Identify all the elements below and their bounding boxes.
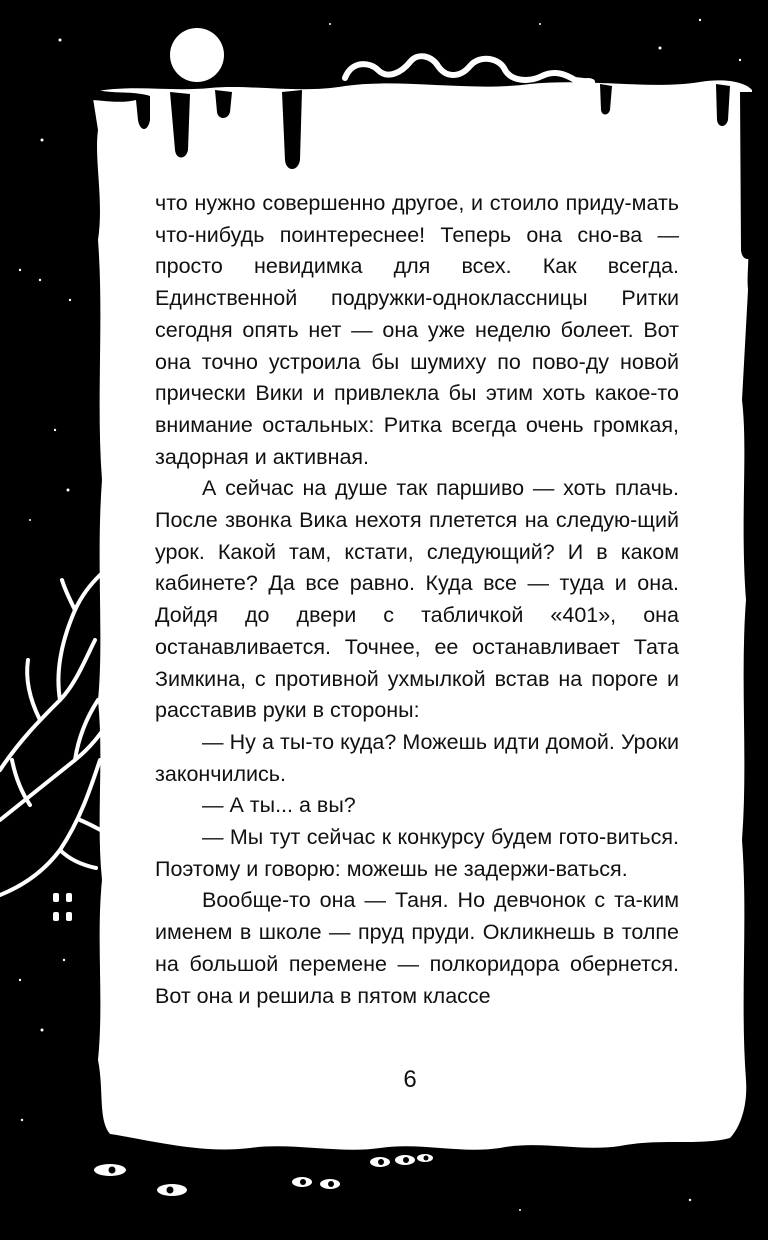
paragraph: — А ты... а вы? xyxy=(202,793,356,818)
paragraph: А сейчас на душе так паршиво — хоть плачь. После звонка Вика нехотя плетется на следую-щий урок. Какой там, кстати, следующий? И в каком кабинете? Да все равно. Куда все — туда и она. Дойдя до двери с табличкой «401», она останавливается. Точнее, ее останавливает Тата Зимкина, с противной ухмылкой встав на пороге и расставив руки в стороны: xyxy=(155,476,679,723)
paragraph: что нужно совершенно другое, и стоило приду-мать что-нибудь поинтереснее! Теперь она сно-ва — просто невидимка для всех. Как всегда. Единственной подружки-одноклассницы Ритки сегодня опять нет — она уже неделю болеет. Вот она точно устроила бы шумиху по пово-ду новой прически Вики и привлекла бы этим хоть какое-то внимание остальных: Ритка всегда очень громкая, задорная и активная. xyxy=(155,191,679,469)
tree-branches-illustration xyxy=(0,575,110,895)
page-number: 6 xyxy=(403,1066,417,1093)
paragraph: — Мы тут сейчас к конкурсу будем гото-виться. Поэтому и говорю: можешь не задержи-ваться. xyxy=(155,825,679,881)
body-text xyxy=(155,188,679,1012)
paragraph: — Ну а ты-то куда? Можешь идти домой. Уроки закончились. xyxy=(155,729,679,786)
moon xyxy=(170,28,224,82)
snake-illustration xyxy=(345,56,592,82)
house-windows xyxy=(53,893,72,921)
paragraph: Вообще-то она — Таня. Но девчонок с та-ким именем в школе — пруд пруди. Окликнешь в толпе на большой перемене — полкоридора обернется. Вот она и решила в пятом классе xyxy=(155,888,679,1008)
eyes-in-darkness xyxy=(94,1154,433,1196)
